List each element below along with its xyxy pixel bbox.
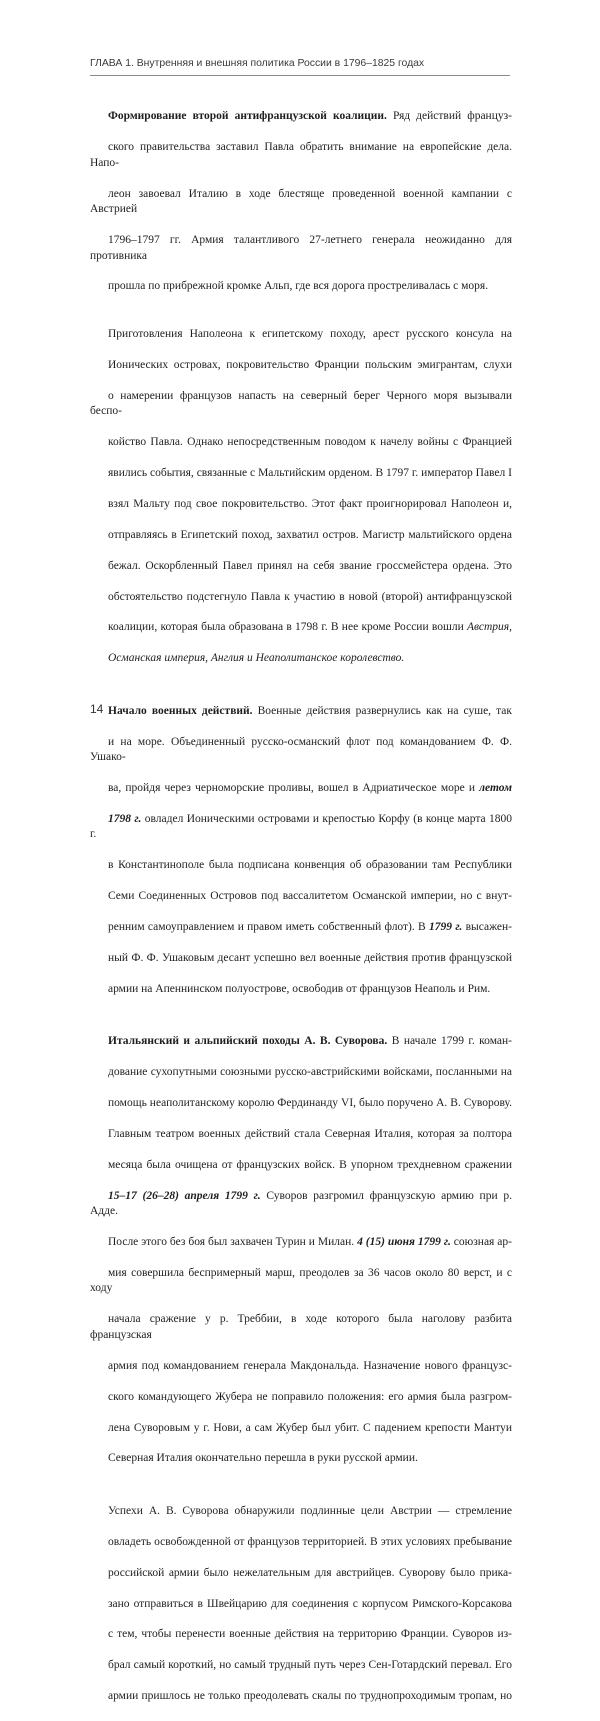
text-line: в Константинополе была подписана конвенция об образовании там Республики	[108, 859, 512, 872]
text-line: 1796–1797 гг. Армия талантливого 27-летнего генерала неожиданно для противника	[90, 234, 512, 262]
heading-military-start: Начало военных действий.	[108, 704, 253, 717]
text-line: с тем, чтобы перенести военные действия на территорию Франции. Суворов из-	[108, 1628, 512, 1641]
text-line: и на море. Объединенный русско-османский флот под командованием Ф. Ф. Ушако-	[90, 735, 512, 764]
emphasis-text: 1799 г.	[429, 921, 463, 934]
text-line: отправляясь в Египетский поход, захватил остров. Магистр мальтийского ордена	[108, 528, 512, 541]
paragraph-military-start	[90, 688, 512, 1013]
text-line: ренним самоуправлением и правом иметь собственный флот). В	[108, 921, 430, 934]
text-line: Успехи А. В. Суворова обнаружили подлинные цели Австрии — стремление	[108, 1504, 512, 1517]
emphasis-text: 1798 г.	[108, 812, 142, 825]
page-number: 14	[90, 702, 104, 716]
header-rule	[90, 75, 510, 76]
text-line: армия под командованием генерала Макдональда. Назначение нового французс-	[108, 1359, 512, 1372]
text-line: начала сражение у р. Треббии, в ходе которого была наголову разбита французская	[90, 1313, 512, 1341]
running-header: ГЛАВА 1. Внутренняя и внешняя политика России в 1796–1825 годах	[90, 58, 425, 69]
text-line: прошла по прибрежной кромке Альп, где вся дорога простреливалась с моря.	[108, 280, 489, 293]
text-line: взял Мальту под свое покровительство. Этот факт проигнорировал Наполеон и,	[108, 497, 512, 510]
emphasis-text: летом	[479, 781, 512, 794]
text-line: ный Ф. Ф. Ушаковым десант успешно вел военные действия против французской	[108, 951, 512, 964]
text-line: о намерении французов напасть на северный берег Черного моря вызывали беспо-	[90, 389, 512, 418]
text-line: Военные действия развернулись как на суше, так	[252, 704, 512, 717]
text-line: овладеть освобожденной от французов территорией. В этих условиях пребывание	[108, 1535, 512, 1548]
text-line: Суворов разгромил французскую армию при р. Адде.	[90, 1189, 512, 1218]
text-line: После этого без боя был захвачен Турин и Милан.	[108, 1236, 358, 1249]
heading-suvorov: Итальянский и альпийский походы А. В. Суворова.	[108, 1035, 388, 1048]
paragraph-coalition	[90, 94, 512, 310]
text-line: Ряд действий француз-	[386, 110, 512, 123]
text-line: армии на Апеннинском полуострове, освободив от французов Неаполь и Рим.	[108, 982, 491, 995]
text-line: союзная ар-	[450, 1236, 512, 1249]
text-line: бежал. Оскорбленный Павел принял на себя звание гроссмейстера ордена. Это	[108, 559, 512, 572]
text-line: явились события, связанные с Мальтийским орденом. В 1797 г. император Павел I	[108, 466, 512, 479]
text-line: Ионических островах, покровительство Франции польским эмигрантам, слухи	[108, 358, 512, 371]
text-line: дование сухопутными союзными русско-австрийскими войсками, посланными на	[108, 1066, 512, 1079]
paragraph-suvorov-success	[90, 1488, 512, 1720]
text-line: койство Павла. Однако непосредственным поводом к начелу войны с Францией	[108, 435, 512, 448]
text-line: Семи Соединенных Островов под вассалитетом Османской империи, но с внут-	[108, 890, 512, 903]
text-line: ского правительства заставил Павла обратить внимание на европейские дела. Напо-	[90, 141, 512, 169]
italic-text: Османская империя, Англия и Неаполитанское королевство.	[108, 652, 405, 665]
emphasis-text: 15–17 (26–28) апреля 1799 г.	[108, 1189, 261, 1202]
text-line: зано отправиться в Швейцарию для соединения с корпусом Римского-Корсакова	[108, 1597, 512, 1610]
paragraph-napoleon-egypt	[90, 311, 512, 682]
emphasis-text: 4 (15) июня 1799 г.	[357, 1236, 451, 1249]
text-line: месяца была очищена от французских войск. В упорном трехдневном сражении	[108, 1158, 512, 1171]
text-line: мия совершила беспримерный марш, преодолев за 36 часов около 80 верст, и с ходу	[90, 1266, 512, 1295]
text-line: леон завоевал Италию в ходе блестяще проведенной военной кампании с Австрией	[90, 187, 512, 216]
heading-coalition: Формирование второй антифранцузской коалиции.	[108, 110, 387, 123]
text-line: овладел Ионическими островами и крепостью Корфу (в конце марта 1800 г.	[90, 812, 513, 841]
text-line: российской армии было нежелательным для австрийцев. Суворову было прика-	[108, 1566, 512, 1579]
body-text	[90, 94, 512, 1721]
text-line: В начале 1799 г. коман-	[387, 1035, 512, 1048]
text-line: Главным театром военных действий стала Северная Италия, которая за полтора	[108, 1127, 512, 1140]
text-line: ва, пройдя через черноморские проливы, вошел в Адриатическое море и	[108, 781, 480, 794]
text-line: помощь неаполитанскому королю Фердинанду VI, было поручено А. В. Суворову.	[108, 1097, 512, 1109]
text-line: обстоятельство подстегнуло Павла к участию в новой (второй) антифранцузской	[108, 590, 512, 603]
text-line: Приготовления Наполеона к египетскому походу, арест русского консула на	[108, 327, 512, 340]
italic-text: Австрия,	[467, 621, 512, 634]
text-line: армии пришлось не только преодолевать скалы по труднопроходимым тропам, но	[108, 1690, 512, 1703]
text-line: ского командующего Жубера не поправило положения: его армия была разгром-	[108, 1390, 512, 1403]
paragraph-suvorov-campaign	[90, 1019, 512, 1483]
text-line: высажен-	[462, 921, 513, 934]
text-line: коалиции, которая была образована в 1798 г. В нее кроме России вошли	[108, 621, 467, 634]
text-line: брал самый короткий, но самый трудный путь через Сен-Готардский перевал. Его	[108, 1659, 512, 1672]
text-line: Северная Италия окончательно перешла в руки русской армии.	[108, 1452, 418, 1465]
text-line: лена Суворовым у г. Нови, а сам Жубер был убит. С падением крепости Мантуи	[108, 1421, 512, 1434]
